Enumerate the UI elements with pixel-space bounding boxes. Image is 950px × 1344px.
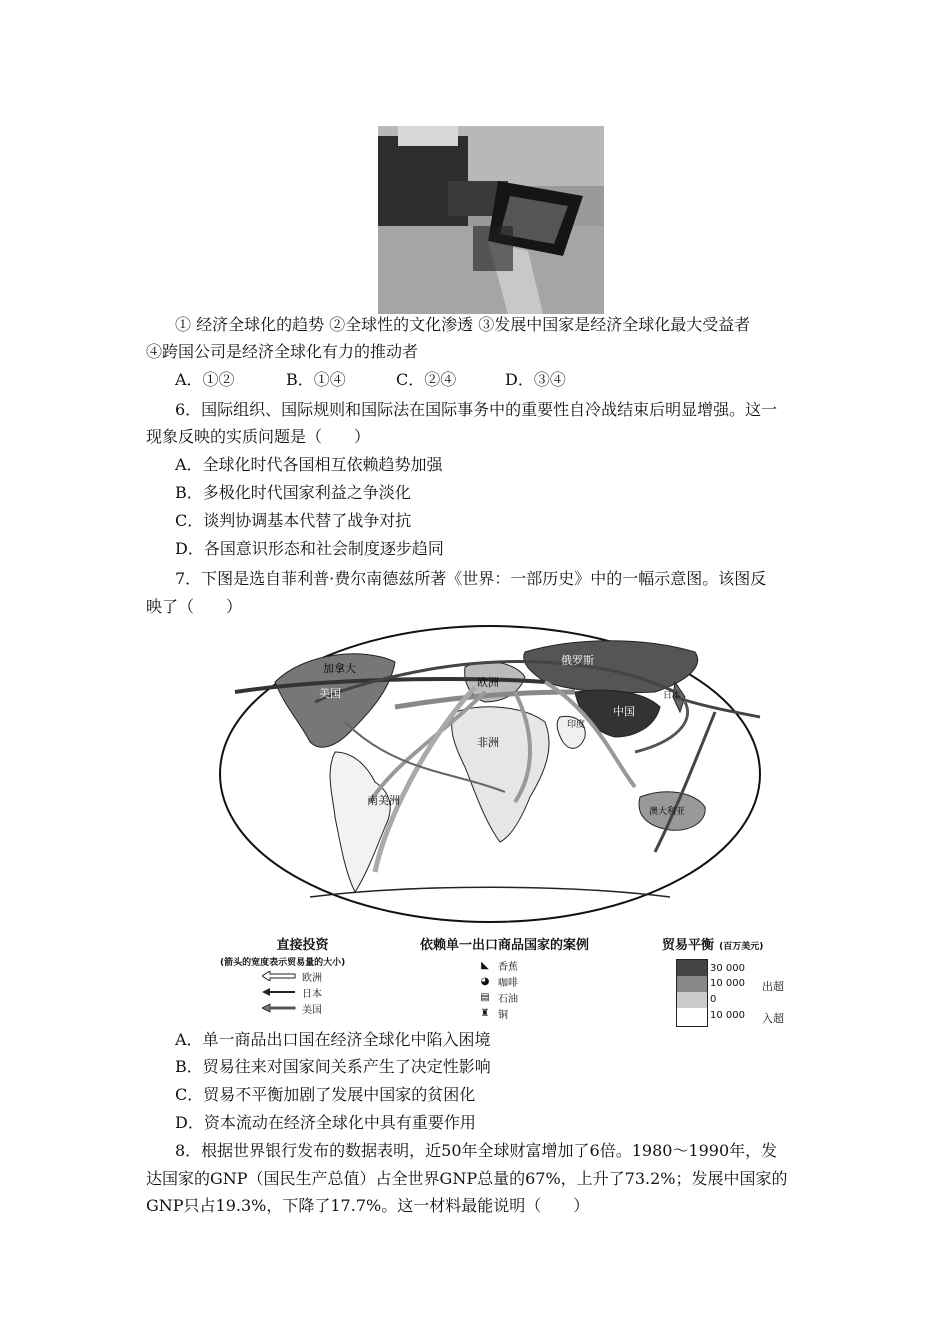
map-label-canada: 加拿大 — [323, 662, 356, 675]
q6-answer-c: C．谈判协调基本代替了战争对抗 — [175, 511, 412, 530]
map-label-china: 中国 — [613, 705, 635, 718]
q7-stem-line1: 7．下图是选自菲利普·费尔南德兹所著《世界：一部历史》中的一幅示意图。该图反 — [175, 569, 767, 588]
legend-item-japan — [262, 984, 385, 1000]
map-label-usa: 美国 — [319, 687, 341, 700]
legend-coffee-label: 咖啡 — [498, 977, 518, 989]
legend-item-europe — [262, 968, 385, 984]
map-label-africa: 非洲 — [477, 736, 499, 749]
arrow-icon-japan — [262, 987, 296, 997]
q5-answer-b: B．①④ — [286, 370, 346, 389]
coffee-icon: ◕ — [480, 975, 490, 987]
legend-investment-title: 直接投资 — [276, 938, 329, 953]
trade-surplus-label: 出超 — [762, 980, 784, 993]
q5-answer-d: D．③④ — [505, 370, 566, 389]
q5-options-line1: ① 经济全球化的趋势 ②全球性的文化渗透 ③发展中国家是经济全球化最大受益者 — [175, 315, 751, 334]
arrow-icon-europe — [262, 971, 296, 981]
legend-item-coffee — [478, 973, 589, 989]
legend-trade-balance — [662, 934, 796, 1029]
legend-oil-label: 石油 — [498, 993, 518, 1005]
q7-answer-a: A．单一商品出口国在经济全球化中陷入困境 — [175, 1030, 491, 1049]
q6-answer-d: D．各国意识形态和社会制度逐步趋同 — [175, 539, 444, 558]
map-label-japan: 日本 — [663, 691, 682, 701]
q8-stem-line2: 达国家的GNP（国民生产总值）占全世界GNP总量的67%，上升了73.2%；发展中国家的 — [146, 1169, 788, 1188]
q7-stem-line2: 映了（ ） — [146, 597, 243, 616]
legend-item-oil — [478, 989, 589, 1005]
trade-tick-2: 0 — [710, 994, 717, 1005]
banana-icon: ◣ — [481, 959, 489, 971]
tv-photo — [378, 126, 604, 314]
legend-europe-label: 欧洲 — [302, 972, 322, 984]
legend-trade-title: 贸易平衡 — [662, 938, 715, 953]
q5-answer-c: C．②④ — [396, 370, 457, 389]
oil-barrel-icon: ▤ — [480, 991, 490, 1003]
legend-investment-note: (箭头的宽度表示贸易量的大小) — [220, 958, 346, 968]
q7-answer-b: B．贸易往来对国家间关系产生了决定性影响 — [175, 1057, 491, 1076]
q6-answer-b: B．多极化时代国家利益之争淡化 — [175, 483, 411, 502]
map-label-russia: 俄罗斯 — [561, 654, 594, 667]
map-label-europe: 欧洲 — [477, 676, 499, 689]
arrow-icon-usa — [262, 1003, 296, 1013]
q6-answer-a: A．全球化时代各国相互依赖趋势加强 — [175, 455, 443, 474]
map-label-india: 印度 — [567, 720, 586, 730]
legend-japan-label: 日本 — [302, 988, 322, 1000]
q5-answer-a: A．①② — [175, 370, 235, 389]
q8-stem-line3: GNP只占19.3%，下降了17.7%。这一材料最能说明（ ） — [146, 1196, 590, 1215]
q6-stem-line1: 6．国际组织、国际规则和国际法在国际事务中的重要性自冷战结束后明显增强。这一 — [175, 400, 778, 419]
q8-stem-line1: 8．根据世界银行发布的数据表明，近50年全球财富增加了6倍。1980～1990年，发 — [175, 1141, 778, 1160]
trade-tick-0: 30 000 — [710, 963, 745, 974]
trade-tick-3: 10 000 — [710, 1010, 745, 1021]
legend-item-copper — [478, 1005, 589, 1021]
q6-stem-line2: 现象反映的实质问题是（ ） — [146, 427, 371, 446]
legend-commodity — [420, 934, 589, 1021]
legend-usa-label: 美国 — [302, 1004, 322, 1016]
q7-answer-d: D．资本流动在经济全球化中具有重要作用 — [175, 1113, 476, 1132]
legend-commodity-title: 依赖单一出口商品国家的案例 — [420, 938, 590, 953]
legend-item-usa — [262, 1000, 385, 1016]
trade-deficit-label: 入超 — [762, 1012, 784, 1025]
q5-options-line2: ④跨国公司是经济全球化有力的推动者 — [146, 342, 419, 361]
map-label-australia: 澳大利亚 — [649, 807, 686, 817]
trade-tick-1: 10 000 — [710, 978, 745, 989]
copper-icon: ♜ — [480, 1007, 490, 1019]
legend-investment — [220, 934, 385, 1016]
q7-answer-c: C．贸易不平衡加剧了发展中国家的贫困化 — [175, 1085, 476, 1104]
legend-banana-label: 香蕉 — [498, 961, 518, 973]
map-label-south-america: 南美洲 — [367, 794, 400, 807]
world-trade-map — [215, 622, 765, 927]
trade-scale-bar — [676, 959, 708, 1027]
legend-copper-label: 铜 — [498, 1009, 508, 1021]
legend-trade-unit: (百万美元) — [719, 942, 764, 952]
legend-item-banana — [478, 957, 589, 973]
